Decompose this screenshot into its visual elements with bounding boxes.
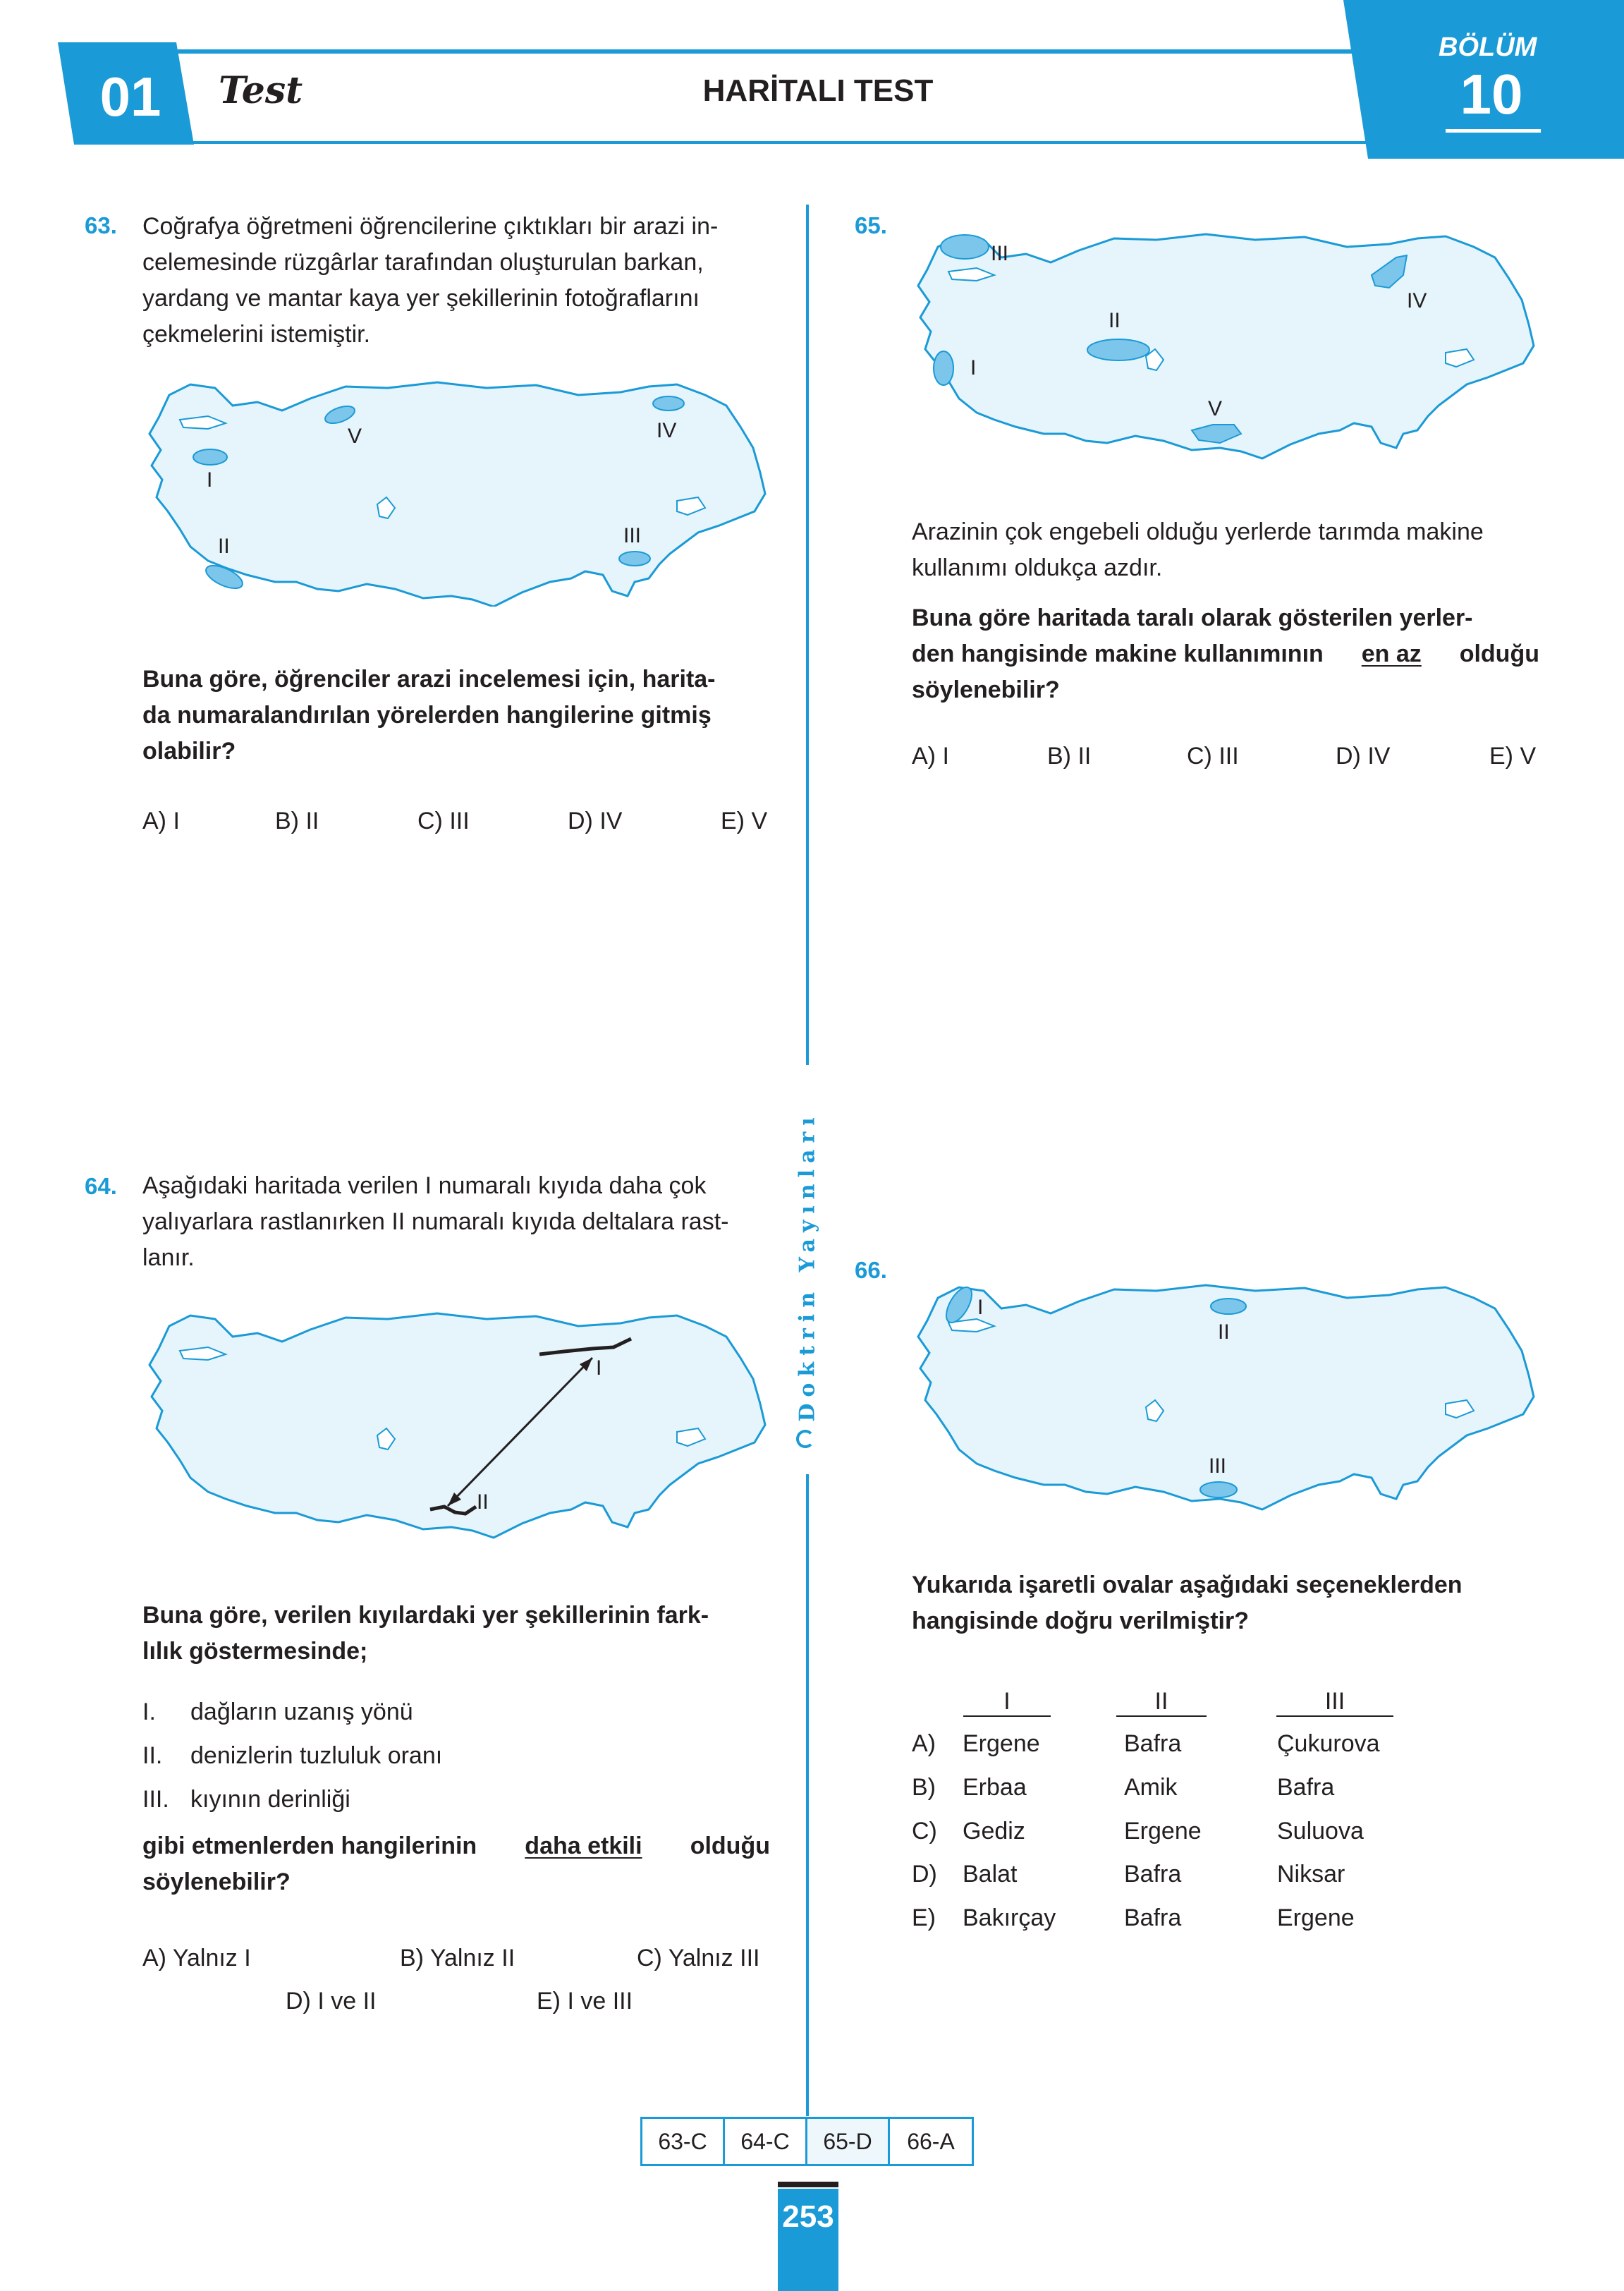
stem-line: yalıyarlara rastlanırken II numaralı kıyıda deltalara rast- (142, 1208, 729, 1235)
turkey-outline (149, 382, 765, 607)
map-label-V: V (348, 425, 362, 448)
section-underline (1446, 129, 1541, 133)
map-label-II: II (1218, 1320, 1230, 1344)
answer-key-65: 65-D (805, 2117, 890, 2166)
stem-line: Aşağıdaki haritada verilen I numaralı kıyıda daha çok (142, 1172, 707, 1199)
option-64-b[interactable]: B) Yalnız II (400, 1945, 515, 1971)
turkey-map-q64 (141, 1298, 776, 1545)
answer-key-64: 64-C (723, 2117, 807, 2166)
option-65-c[interactable]: C) III (1187, 743, 1239, 770)
map-label-III: III (623, 524, 642, 547)
question-63-stem (142, 209, 770, 353)
test-label: Test (219, 69, 303, 112)
prompt-line: Buna göre, öğrenciler arazi incelemesi için, harita- (142, 666, 716, 693)
oval-II (1211, 1299, 1246, 1314)
option-cell: Amik (1124, 1774, 1178, 1801)
page-number-bar (778, 2182, 838, 2187)
prompt-line: Buna göre haritada taralı olarak gösterilen yerler- (912, 604, 1473, 631)
option-64-d[interactable]: D) I ve II (286, 1988, 377, 2015)
map-label-IV: IV (1407, 289, 1427, 312)
map-label-III: III (991, 242, 1009, 265)
map-label-V: V (1208, 397, 1223, 420)
option-cell: Balat (963, 1861, 1018, 1888)
prompt-line: olabilir? (142, 738, 236, 765)
column-divider-lower (806, 1474, 809, 2116)
map-label-IV: IV (657, 419, 677, 442)
option-cell: Çukurova (1277, 1730, 1380, 1757)
option-cell: Ergene (1124, 1818, 1202, 1845)
page-title: HARİTALI TEST (702, 73, 934, 108)
answer-key-66: 66-A (888, 2117, 974, 2166)
turkey-map-q63 (141, 367, 776, 607)
stem-line: kullanımı oldukça azdır. (912, 554, 1163, 581)
question-64-items (142, 1690, 770, 1821)
question-65-stem (912, 514, 1539, 586)
map-label-II: II (477, 1490, 489, 1514)
question-number-65: 65. (855, 212, 887, 238)
page-number: 253 (782, 2199, 834, 2234)
option-63-b[interactable]: B) II (275, 808, 319, 834)
turkey-map-q66 (910, 1270, 1544, 1524)
oval-IV (653, 396, 684, 411)
publisher-logo-icon (796, 1430, 814, 1448)
option-64-c[interactable]: C) Yalnız III (637, 1945, 760, 1971)
oval-II (1087, 339, 1149, 360)
answer-key-63: 63-C (640, 2117, 725, 2166)
option-cell: Suluova (1277, 1818, 1364, 1845)
option-cell: Niksar (1277, 1861, 1345, 1888)
prompt-line: den hangisinde makine kullanımının en az olduğu (912, 640, 1539, 667)
stem-line: çekmelerini istemiştir. (142, 321, 371, 348)
option-cell: Gediz (963, 1818, 1025, 1845)
option-letter: C) (912, 1818, 937, 1845)
closing-line: gibi etmenlerden hangilerinin daha etkili olduğu (142, 1833, 770, 1859)
stem-line: lanır. (142, 1244, 195, 1271)
question-64-closing (142, 1828, 770, 1900)
question-63-prompt (142, 662, 770, 770)
option-cell: Bakırçay (963, 1904, 1056, 1931)
column-header-I: I (963, 1687, 1051, 1717)
item-row: III. kıyının derinliği (142, 1786, 350, 1813)
question-64-prompt (142, 1598, 770, 1670)
stem-line: yardang ve mantar kaya yer şekillerinin fotoğraflarını (142, 285, 700, 312)
prompt-line: Buna göre, verilen kıyılardaki yer şekillerinin fark- (142, 1602, 709, 1629)
publisher-text: Doktrin Yayınları (795, 1111, 820, 1422)
map-label-II: II (218, 535, 230, 558)
closing-line: söylenebilir? (142, 1868, 291, 1895)
oval-III (1200, 1482, 1237, 1497)
prompt-line: hangisinde doğru verilmiştir? (912, 1608, 1249, 1634)
option-letter: D) (912, 1861, 937, 1888)
option-65-d[interactable]: D) IV (1336, 743, 1391, 770)
map-label-I: I (977, 1296, 984, 1319)
map-label-I: I (596, 1356, 602, 1380)
column-header-II: II (1116, 1687, 1207, 1717)
question-65-prompt (912, 600, 1539, 708)
option-cell: Bafra (1124, 1904, 1182, 1931)
option-cell: Bafra (1124, 1861, 1182, 1888)
stem-line: celemesinde rüzgârlar tarafından oluşturulan barkan, (142, 249, 704, 276)
oval-I (934, 351, 953, 385)
option-cell: Ergene (963, 1730, 1040, 1757)
option-65-a[interactable]: A) I (912, 743, 949, 770)
turkey-outline (149, 1313, 765, 1538)
question-number-66: 66. (855, 1257, 887, 1283)
prompt-line: Yukarıda işaretli ovalar aşağıdaki seçeneklerden (912, 1572, 1463, 1598)
map-label-I: I (207, 468, 213, 492)
question-number-64: 64. (85, 1173, 117, 1199)
prompt-line: da numaralandırılan yörelerden hangilerine gitmiş (142, 702, 712, 729)
option-63-c[interactable]: C) III (417, 808, 470, 834)
option-64-e[interactable]: E) I ve III (537, 1988, 633, 2015)
option-63-d[interactable]: D) IV (568, 808, 623, 834)
map-label-I: I (970, 356, 977, 379)
option-63-e[interactable]: E) V (721, 808, 768, 834)
prompt-line: söylenebilir? (912, 676, 1060, 703)
option-cell: Bafra (1124, 1730, 1182, 1757)
option-63-a[interactable]: A) I (142, 808, 180, 834)
option-cell: Bafra (1277, 1774, 1335, 1801)
column-divider (806, 205, 809, 1065)
prompt-line: lılık göstermesinde; (142, 1638, 368, 1665)
option-65-e[interactable]: E) V (1489, 743, 1537, 770)
map-label-III: III (1209, 1454, 1227, 1478)
option-letter: A) (912, 1730, 936, 1757)
option-cell: Erbaa (963, 1774, 1027, 1801)
section-number: 10 (1460, 63, 1523, 126)
test-number: 01 (99, 66, 161, 128)
question-66-prompt (912, 1567, 1539, 1639)
question-64-stem (142, 1168, 770, 1276)
oval-I (193, 449, 227, 465)
option-65-b[interactable]: B) II (1047, 743, 1092, 770)
option-letter: B) (912, 1774, 936, 1801)
question-number-63: 63. (85, 212, 117, 238)
stem-line: Coğrafya öğretmeni öğrencilerine çıktıkları bir arazi in- (142, 213, 719, 240)
item-row: II. denizlerin tuzluluk oranı (142, 1742, 443, 1769)
column-header-III: III (1276, 1687, 1393, 1717)
section-label: BÖLÜM (1439, 32, 1537, 62)
option-letter: E) (912, 1904, 936, 1931)
oval-III (619, 552, 650, 566)
stem-line: Arazinin çok engebeli olduğu yerlerde tarımda makine (912, 518, 1484, 545)
oval-III (941, 235, 989, 259)
map-label-II: II (1109, 309, 1121, 332)
option-cell: Ergene (1277, 1904, 1355, 1931)
option-64-a[interactable]: A) Yalnız I (142, 1945, 251, 1971)
item-row: I. dağların uzanış yönü (142, 1699, 413, 1725)
